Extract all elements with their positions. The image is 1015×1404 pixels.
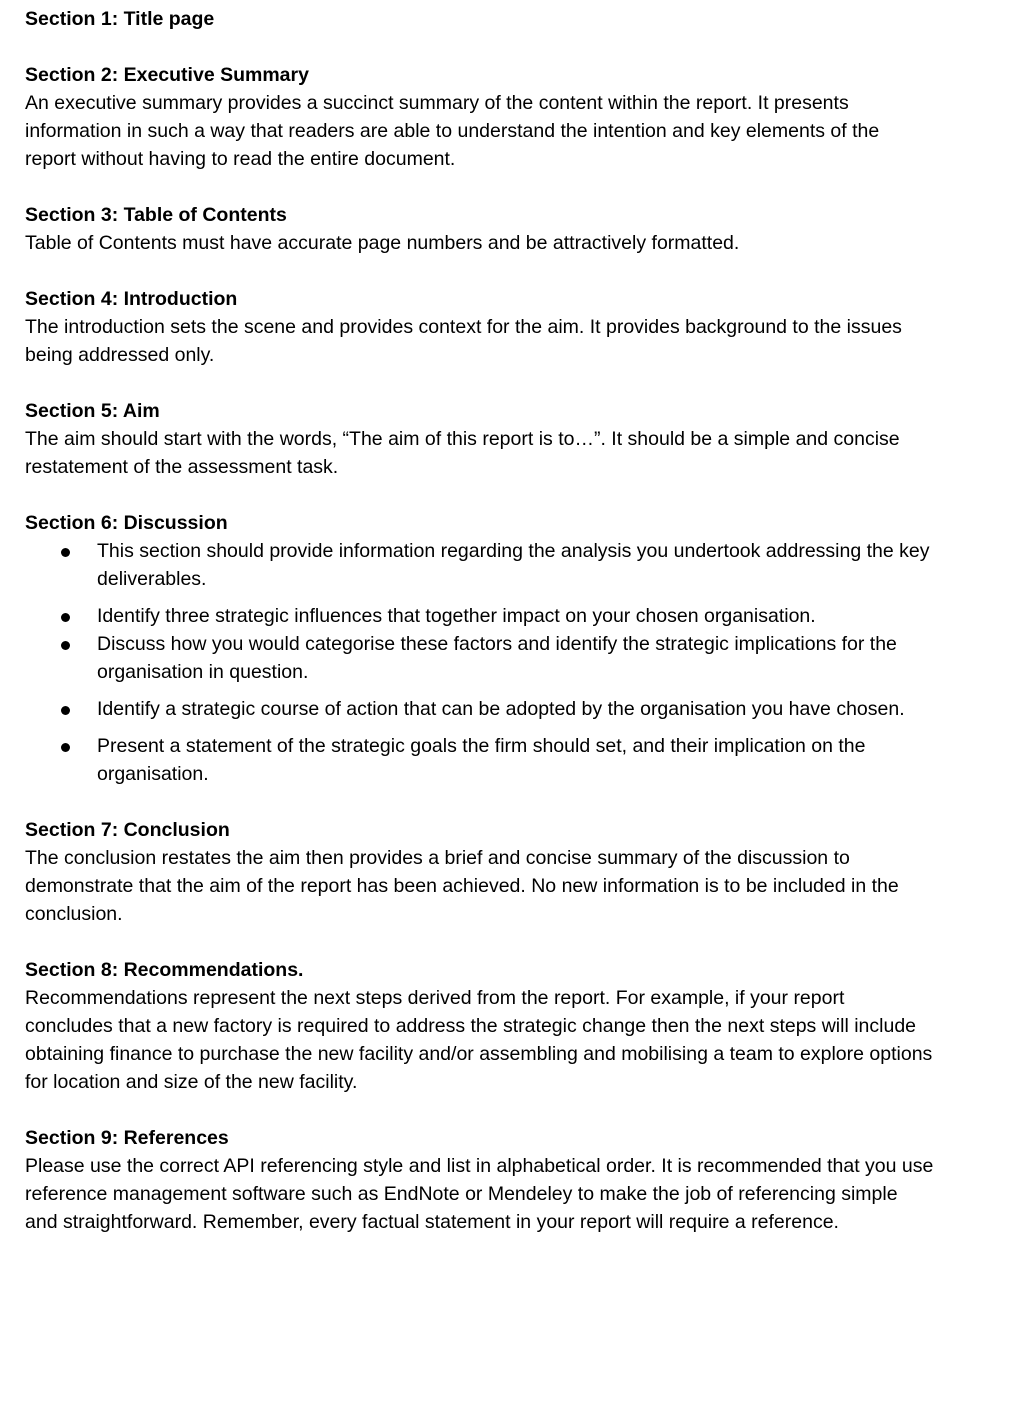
list-item-text: Identify three strategic influences that together impact on your chosen organisation. — [97, 605, 816, 627]
section-title-page — [25, 5, 935, 33]
section-aim — [25, 397, 935, 481]
bullet-icon — [61, 613, 70, 622]
list-item — [25, 630, 935, 686]
section-body: An executive summary provides a succinct summary of the content within the report. It presents information in such a way that readers are able to understand the intention and key elements of the report without having to read the entire document. — [25, 92, 880, 170]
list-item-text: This section should provide information regarding the analysis you undertook addressing the key deliverables. — [97, 540, 930, 590]
section-table-of-contents — [25, 201, 935, 257]
section-heading: Section 6: Discussion — [25, 512, 228, 534]
list-item — [25, 537, 935, 593]
section-body: The introduction sets the scene and provides context for the aim. It provides background to the issues being addressed only. — [25, 316, 902, 366]
spacer — [25, 788, 935, 816]
section-heading: Section 8: Recommendations. — [25, 959, 304, 981]
section-conclusion — [25, 816, 935, 928]
section-references — [25, 1124, 935, 1236]
spacer — [25, 928, 935, 956]
list-item — [25, 732, 935, 788]
list-item-text: Present a statement of the strategic goals the firm should set, and their implication on the organisation. — [97, 735, 866, 785]
discussion-bullet-list — [25, 537, 935, 788]
bullet-icon — [61, 641, 70, 650]
section-body: The conclusion restates the aim then provides a brief and concise summary of the discussion to demonstrate that the aim of the report has been achieved. No new information is to be included in the conclusion. — [25, 847, 899, 925]
section-body: Table of Contents must have accurate page numbers and be attractively formatted. — [25, 232, 740, 254]
section-body: Please use the correct API referencing style and list in alphabetical order. It is recommended that you use reference management software such as EndNote or Mendeley to make the job of referencing simple and straightforward. Remember, every factual statement in your report will require a reference. — [25, 1155, 934, 1233]
section-recommendations — [25, 956, 935, 1096]
section-heading: Section 2: Executive Summary — [25, 64, 309, 86]
section-heading: Section 5: Aim — [25, 400, 160, 422]
section-heading: Section 3: Table of Contents — [25, 204, 287, 226]
section-discussion — [25, 509, 935, 788]
spacer — [25, 257, 935, 285]
section-heading: Section 9: References — [25, 1127, 229, 1149]
bullet-icon — [61, 706, 70, 715]
spacer — [25, 173, 935, 201]
section-body: The aim should start with the words, “The aim of this report is to…”. It should be a simple and concise restatement of the assessment task. — [25, 428, 900, 478]
section-heading: Section 7: Conclusion — [25, 819, 230, 841]
bullet-icon — [61, 743, 70, 752]
list-item-text: Identify a strategic course of action that can be adopted by the organisation you have chosen. — [97, 698, 905, 720]
spacer — [25, 1096, 935, 1124]
spacer — [25, 369, 935, 397]
bullet-icon — [61, 548, 70, 557]
spacer — [25, 33, 935, 61]
section-heading: Section 1: Title page — [25, 8, 215, 30]
section-executive-summary — [25, 61, 935, 173]
list-item — [25, 602, 935, 630]
list-item — [25, 695, 935, 723]
section-body: Recommendations represent the next steps derived from the report. For example, if your report concludes that a new factory is required to address the strategic change then the next steps will include obtaining finance to purchase the new facility and/or assembling and mobilising a team to explore options for location and size of the new facility. — [25, 987, 933, 1093]
spacer — [25, 481, 935, 509]
section-introduction — [25, 285, 935, 369]
document-page — [25, 5, 935, 1236]
section-heading: Section 4: Introduction — [25, 288, 238, 310]
list-item-text: Discuss how you would categorise these factors and identify the strategic implications for the organisation in question. — [97, 633, 897, 683]
